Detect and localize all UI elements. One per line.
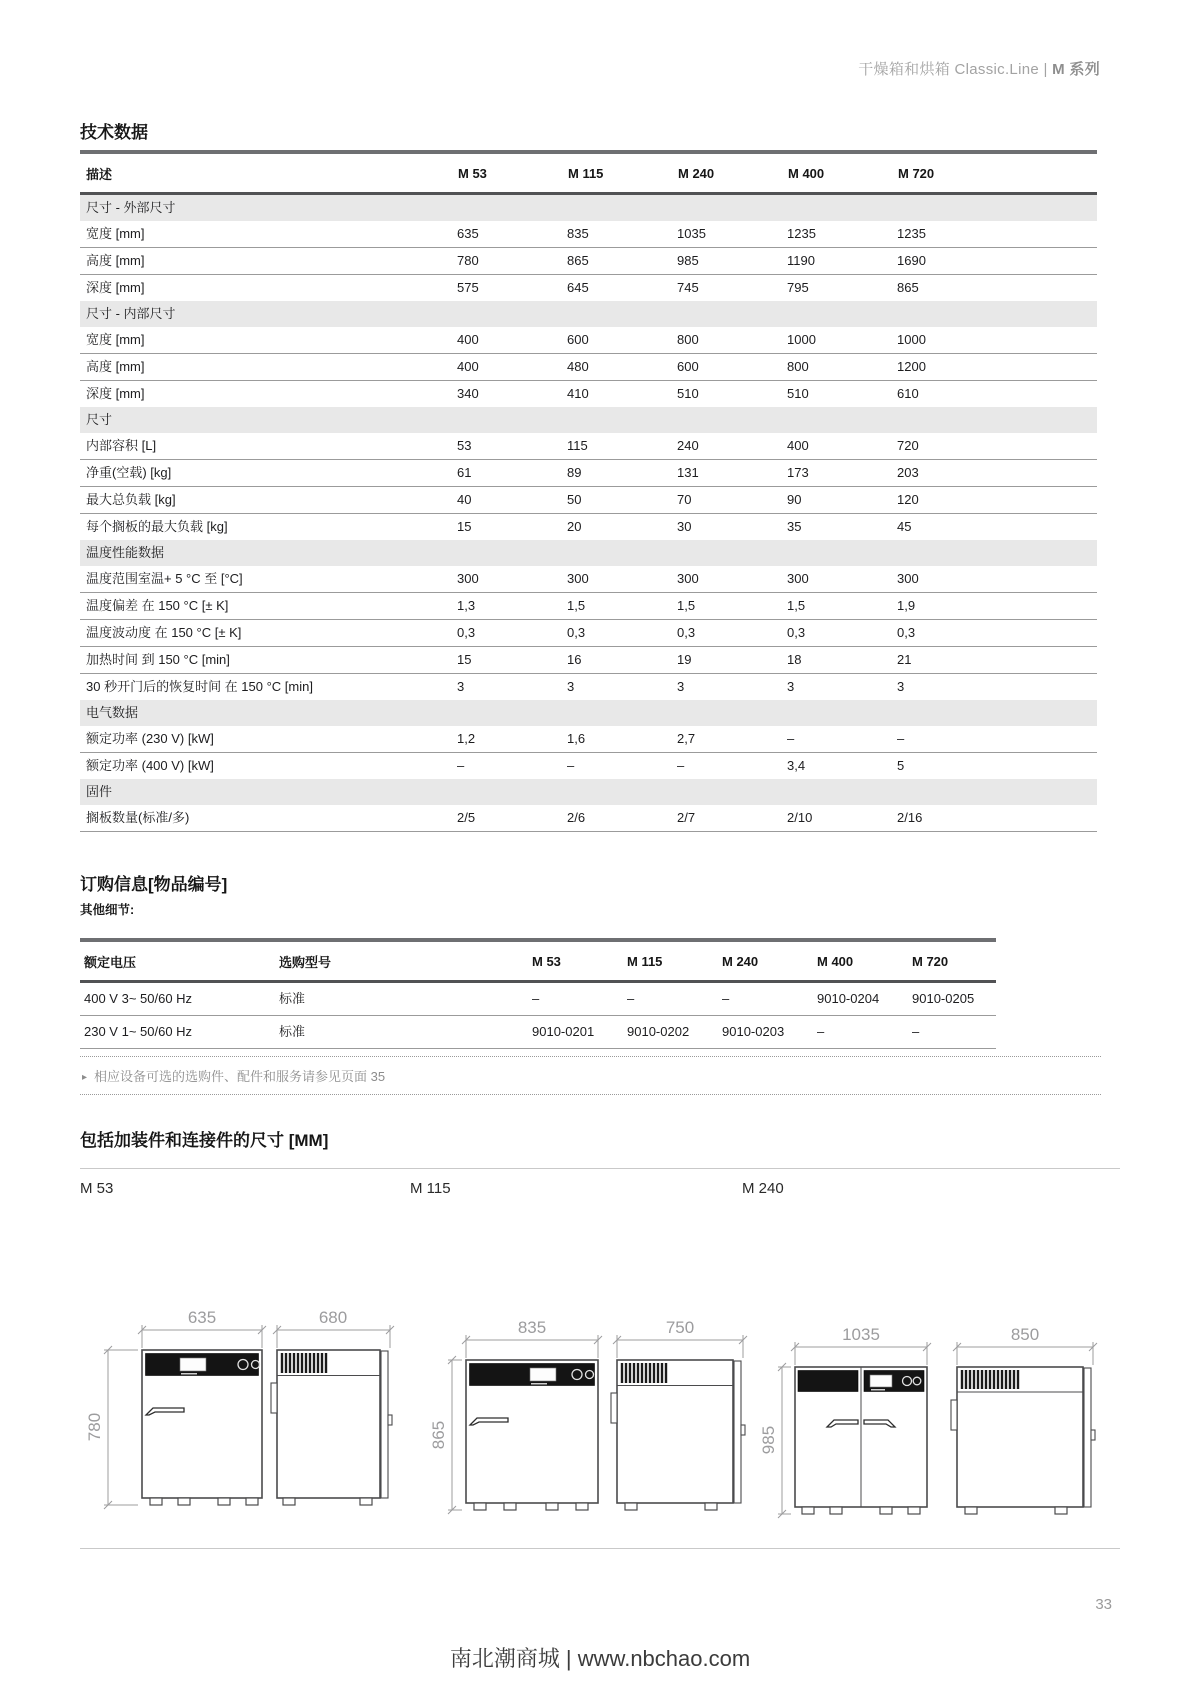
m115-front-view-drawing <box>429 1318 602 1514</box>
tech-value: 2/10 <box>782 805 892 832</box>
tech-value: 1,5 <box>672 593 782 620</box>
tech-value: 3 <box>562 674 672 701</box>
ordering-col-header: M 240 <box>718 940 813 982</box>
tech-value: 30 <box>672 514 782 541</box>
tech-data-row <box>80 221 1097 248</box>
tech-row-label: 深度 [mm] <box>80 275 452 302</box>
tech-value: 410 <box>562 381 672 408</box>
tech-section-row <box>80 301 1097 327</box>
tech-value: 5 <box>892 753 1097 780</box>
tech-value: 70 <box>672 487 782 514</box>
ordering-header-row <box>80 940 996 982</box>
display <box>530 1368 556 1381</box>
ordering-value: 9010-0205 <box>912 991 975 1006</box>
tech-value: 1,9 <box>892 593 1097 620</box>
tech-row-label: 高度 [mm] <box>80 354 452 381</box>
tech-value: 40 <box>452 487 562 514</box>
tech-value: 400 <box>452 354 562 381</box>
tech-value: 865 <box>892 275 1097 302</box>
tech-value: 300 <box>567 571 589 586</box>
ordering-value: 9010-0203 <box>718 1016 813 1049</box>
rear-spacer <box>951 1400 957 1430</box>
header-series: M 系列 <box>1052 61 1100 78</box>
tech-value: 1690 <box>892 248 1097 275</box>
dimensions-top-rule <box>80 1168 1120 1169</box>
tech-data-row <box>80 460 1097 487</box>
ordering-col-header: 选购型号 <box>275 940 528 982</box>
ordering-row <box>80 982 996 1016</box>
tech-value: 90 <box>782 487 892 514</box>
ordering-value: – <box>908 1016 996 1049</box>
vent-grille <box>962 1370 1018 1389</box>
tech-value: 3 <box>672 674 782 701</box>
tech-data-row <box>80 514 1097 541</box>
feet <box>625 1503 717 1510</box>
tech-value: 600 <box>672 354 782 381</box>
tech-value: 1,5 <box>562 593 672 620</box>
feet <box>474 1503 588 1510</box>
page-number: 33 <box>1095 1596 1112 1613</box>
page-header <box>500 58 1100 79</box>
tech-value: 19 <box>672 647 782 674</box>
ordering-col-header: M 720 <box>908 940 996 982</box>
rear-spacer <box>611 1393 617 1423</box>
tech-value: 300 <box>677 571 699 586</box>
tech-col-header-model: M 240 <box>672 152 782 194</box>
door-edge <box>734 1361 741 1503</box>
tech-row-label: 额定功率 (400 V) [kW] <box>80 753 452 780</box>
m53-front-view-drawing <box>85 1308 266 1509</box>
tech-section-label: 电气数据 <box>80 700 1097 726</box>
ordering-col-header: M 115 <box>623 940 718 982</box>
tech-table-body <box>80 194 1097 832</box>
feet <box>802 1507 920 1514</box>
dimension-label: 985 <box>759 1425 778 1455</box>
dimension-label: 750 <box>665 1318 695 1337</box>
tech-value: 1,3 <box>452 593 562 620</box>
tech-value: 610 <box>892 381 1097 408</box>
tech-section-label: 固件 <box>80 779 1097 805</box>
tech-value: 3 <box>782 674 892 701</box>
dimension-drawings <box>80 1215 1120 1550</box>
tech-row-label: 每个搁板的最大负载 [kg] <box>80 514 452 541</box>
tech-value: 1035 <box>677 226 706 241</box>
ordering-subtitle: 其他细节: <box>80 903 135 917</box>
m115-side-width-dimension <box>613 1335 747 1358</box>
ordering-value: – <box>627 991 635 1006</box>
dimensions-bottom-rule <box>80 1548 1120 1549</box>
dimension-label: 780 <box>85 1412 104 1442</box>
tech-value: 400 <box>457 332 479 347</box>
door-edge <box>381 1351 388 1498</box>
tech-data-row <box>80 381 1097 408</box>
tech-value: 0,3 <box>782 620 892 647</box>
tech-value: 89 <box>562 460 672 487</box>
tech-data-row <box>80 726 1097 753</box>
ordering-variant: 标准 <box>275 1016 528 1049</box>
tech-col-header-desc: 描述 <box>80 152 452 194</box>
tech-row-label: 净重(空载) [kg] <box>80 460 452 487</box>
tech-row-label: 额定功率 (230 V) [kW] <box>86 731 214 746</box>
tech-value: 1200 <box>892 354 1097 381</box>
tech-value: 635 <box>457 226 479 241</box>
tech-row-label: 深度 [mm] <box>80 381 452 408</box>
tech-value: 0,3 <box>892 620 1097 647</box>
tech-row-label: 搁板数量(标准/多) <box>80 805 452 832</box>
tech-row-label: 宽度 [mm] <box>86 332 145 347</box>
header-product-line: 干燥箱和烘箱 Classic.Line | <box>858 61 1053 78</box>
tech-section-row <box>80 407 1097 433</box>
ordering-note <box>80 1056 1101 1095</box>
footer-site: 南北潮商城 | www.nbchao.com <box>449 1646 751 1671</box>
tech-value: 2/5 <box>452 805 562 832</box>
dimension-label: 680 <box>318 1308 348 1327</box>
tech-section-row <box>80 700 1097 726</box>
tech-value: 400 <box>787 438 809 453</box>
ordering-value: – <box>532 991 540 1006</box>
tech-data-row <box>80 487 1097 514</box>
tech-data-row <box>80 354 1097 381</box>
ordering-col-header: M 400 <box>813 940 908 982</box>
m115-side-view-drawing <box>611 1318 747 1510</box>
tech-row-label: 内部容积 [L] <box>86 438 157 453</box>
tech-value: 2/6 <box>562 805 672 832</box>
ordering-voltage: 230 V 1~ 50/60 Hz <box>80 1016 275 1049</box>
tech-data-row <box>80 275 1097 302</box>
tech-value: 575 <box>452 275 562 302</box>
tech-value: 340 <box>452 381 562 408</box>
m115-front-width-dimension <box>462 1335 602 1358</box>
tech-table-header-row <box>80 152 1097 194</box>
tech-data-title: 技术数据 <box>80 123 148 142</box>
tech-value: 53 <box>457 438 472 453</box>
tech-value: 300 <box>897 571 919 586</box>
tech-value: 780 <box>452 248 562 275</box>
tech-value: 15 <box>452 514 562 541</box>
control-panel <box>798 1371 858 1392</box>
tech-value: 1000 <box>787 332 816 347</box>
tech-value: 480 <box>562 354 672 381</box>
tech-table <box>80 150 1097 832</box>
tech-value: – <box>897 731 905 746</box>
tech-value: 1235 <box>787 226 816 241</box>
tech-section-row <box>80 779 1097 805</box>
button-row <box>181 1373 197 1375</box>
tech-value: 300 <box>787 571 809 586</box>
tech-section-label: 温度性能数据 <box>80 540 1097 566</box>
tech-section-label: 尺寸 - 外部尺寸 <box>80 194 1097 222</box>
tech-data-row <box>80 566 1097 593</box>
tech-value: 21 <box>892 647 1097 674</box>
ordering-value: 9010-0202 <box>623 1016 718 1049</box>
tech-value: 300 <box>457 571 479 586</box>
tech-data-row <box>80 433 1097 460</box>
note-arrow-icon: ▸ <box>82 1072 88 1083</box>
dimension-label: 865 <box>429 1420 448 1450</box>
tech-data-row <box>80 674 1097 701</box>
m53-side-width-dimension <box>273 1325 394 1348</box>
tech-value: 120 <box>892 487 1097 514</box>
tech-data-row <box>80 805 1097 832</box>
ordering-value: 9010-0201 <box>528 1016 623 1049</box>
m240-front-width-dimension <box>791 1342 931 1365</box>
door-handle-side <box>388 1415 392 1425</box>
dimension-label: 635 <box>187 1308 217 1327</box>
tech-value: – <box>562 753 672 780</box>
tech-value: 2/7 <box>672 805 782 832</box>
tech-value: 115 <box>567 438 588 453</box>
tech-row-label: 宽度 [mm] <box>86 226 145 241</box>
ordering-variant: 标准 <box>279 991 306 1006</box>
tech-value: 1235 <box>897 226 926 241</box>
dimension-label: 1035 <box>842 1325 880 1344</box>
tech-value: 20 <box>562 514 672 541</box>
ordering-col-header: 额定电压 <box>80 940 275 982</box>
display <box>180 1358 206 1371</box>
m53-side-view-drawing <box>271 1308 394 1505</box>
tech-value: 15 <box>452 647 562 674</box>
tech-col-header-model: M 115 <box>562 152 672 194</box>
tech-value: 865 <box>562 248 672 275</box>
tech-value: 18 <box>782 647 892 674</box>
tech-value: 16 <box>562 647 672 674</box>
tech-data-row <box>80 248 1097 275</box>
ordering-voltage: 400 V 3~ 50/60 Hz <box>84 991 193 1006</box>
tech-data-row <box>80 647 1097 674</box>
tech-value: 800 <box>677 332 699 347</box>
ordering-col-header: M 53 <box>528 940 623 982</box>
tech-data-row <box>80 753 1097 780</box>
tech-row-label: 最大总负载 [kg] <box>80 487 452 514</box>
tech-value: 720 <box>897 438 919 453</box>
tech-row-label: 高度 [mm] <box>80 248 452 275</box>
m240-side-width-dimension <box>953 1342 1097 1365</box>
tech-value: 1,2 <box>457 731 476 746</box>
feet <box>965 1507 1067 1514</box>
ordering-title: 订购信息[物品编号] <box>80 875 228 894</box>
m53-height-dimension <box>104 1346 138 1509</box>
tech-value: 61 <box>452 460 562 487</box>
tech-value: 0,3 <box>452 620 562 647</box>
tech-row-label: 温度范围室温+ 5 °C 至 [°C] <box>86 571 243 586</box>
tech-value: 240 <box>677 438 699 453</box>
tech-value: 600 <box>567 332 589 347</box>
model-label-m240: M 240 <box>742 1180 784 1197</box>
tech-value: – <box>672 753 782 780</box>
tech-section-row <box>80 194 1097 222</box>
model-label-m53: M 53 <box>80 1180 114 1197</box>
ordering-row <box>80 1016 996 1049</box>
display <box>870 1375 892 1387</box>
tech-value: 1,5 <box>782 593 892 620</box>
m115-height-dimension <box>448 1356 462 1514</box>
ordering-value: – <box>722 991 730 1006</box>
tech-value: 35 <box>782 514 892 541</box>
tech-section-label: 尺寸 <box>80 407 1097 433</box>
tech-value: 745 <box>672 275 782 302</box>
tech-col-header-model: M 720 <box>892 152 1097 194</box>
tech-value: – <box>787 731 795 746</box>
tech-value: 3 <box>892 674 1097 701</box>
tech-value: 3,4 <box>782 753 892 780</box>
tech-col-header-model: M 53 <box>452 152 562 194</box>
dimension-label: 850 <box>1010 1325 1040 1344</box>
button-row <box>531 1383 547 1385</box>
ordering-table <box>80 938 996 1049</box>
dimension-label: 835 <box>517 1318 547 1337</box>
tech-value: 1000 <box>897 332 926 347</box>
dimensions-title: 包括加装件和连接件的尺寸 [MM] <box>80 1131 329 1150</box>
door-handle-side <box>741 1425 745 1435</box>
note-text: 相应设备可选的选购件、配件和服务请参见页面 35 <box>94 1069 386 1084</box>
tech-row-label: 30 秒开门后的恢复时间 在 150 °C [min] <box>80 674 452 701</box>
m240-front-view-drawing <box>759 1325 931 1518</box>
tech-value: 0,3 <box>672 620 782 647</box>
tech-value: 3 <box>452 674 562 701</box>
m53-front-width-dimension <box>138 1325 266 1348</box>
door-edge <box>1084 1368 1091 1507</box>
tech-section-label: 尺寸 - 内部尺寸 <box>80 301 1097 327</box>
tech-col-header-model: M 400 <box>782 152 892 194</box>
tech-value: 1190 <box>782 248 892 275</box>
rear-spacer <box>271 1383 277 1413</box>
oven-body <box>277 1350 380 1498</box>
tech-value: 131 <box>672 460 782 487</box>
tech-value: – <box>452 753 562 780</box>
tech-value: 1,6 <box>567 731 586 746</box>
door-handle-side <box>1091 1430 1095 1440</box>
m240-side-view-drawing <box>951 1325 1097 1514</box>
feet <box>150 1498 258 1505</box>
tech-value: 0,3 <box>562 620 672 647</box>
tech-row-label: 温度偏差 在 150 °C [± K] <box>80 593 452 620</box>
tech-value: 50 <box>562 487 672 514</box>
tech-row-label: 加热时间 到 150 °C [min] <box>80 647 452 674</box>
tech-value: 835 <box>567 226 589 241</box>
tech-row-label: 温度波动度 在 150 °C [± K] <box>80 620 452 647</box>
tech-value: 45 <box>892 514 1097 541</box>
tech-value: 985 <box>672 248 782 275</box>
oven-body <box>957 1367 1083 1507</box>
tech-value: 795 <box>782 275 892 302</box>
feet <box>283 1498 372 1505</box>
tech-value: 510 <box>782 381 892 408</box>
tech-data-row <box>80 620 1097 647</box>
button-row <box>871 1389 885 1391</box>
ordering-body <box>80 982 996 1049</box>
tech-value: 2,7 <box>677 731 696 746</box>
tech-data-row <box>80 327 1097 354</box>
tech-data-row <box>80 593 1097 620</box>
tech-value: 173 <box>782 460 892 487</box>
ordering-value: 9010-0204 <box>817 991 880 1006</box>
tech-value: 2/16 <box>892 805 1097 832</box>
tech-value: 203 <box>892 460 1097 487</box>
tech-value: 510 <box>672 381 782 408</box>
tech-value: 645 <box>562 275 672 302</box>
m240-height-dimension <box>778 1363 791 1518</box>
model-label-m115: M 115 <box>410 1180 451 1197</box>
tech-section-row <box>80 540 1097 566</box>
tech-value: 800 <box>782 354 892 381</box>
ordering-value: – <box>813 1016 908 1049</box>
